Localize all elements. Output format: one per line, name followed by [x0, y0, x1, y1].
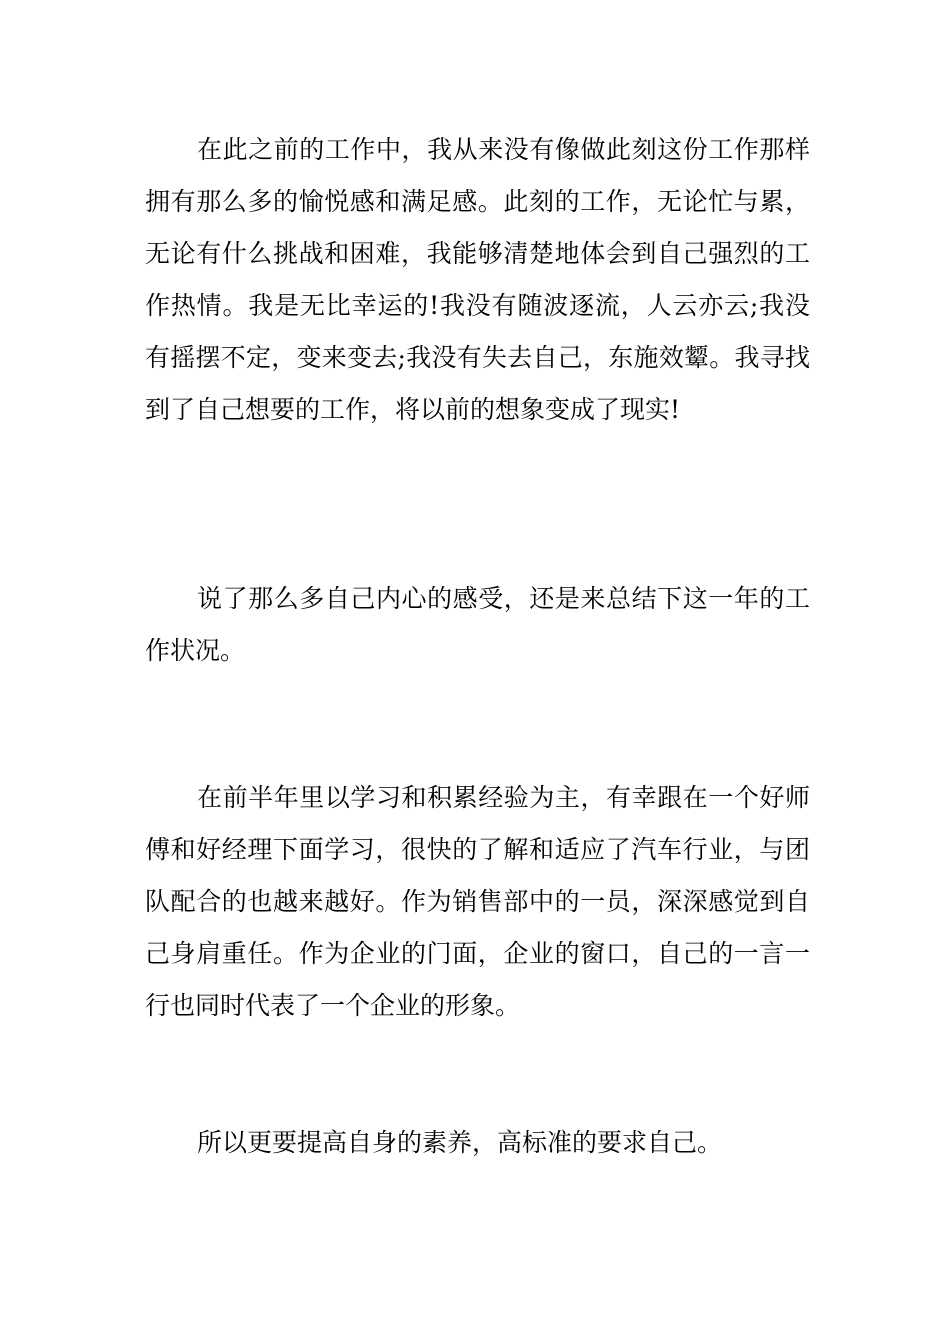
paragraph-self-improvement: 所以更要提高自身的素养，高标准的要求自己。	[197, 1128, 723, 1157]
paragraph-summary-intro: 说了那么多自己内心的感受，还是来总结下这一年的工作状况。	[145, 584, 810, 665]
paragraph-work-satisfaction: 在此之前的工作中，我从来没有像做此刻这份工作那样拥有那么多的愉悦感和满足感。此刻的工作，无论忙与累，无论有什么挑战和困难，我能够清楚地体会到自己强烈的工作热情。我是无比幸运的!我没有随波逐流，人云亦云;我没有摇摆不定，变来变去;我没有失去自己，东施效颦。我寻找到了自己想要的工作，将以前的想象变成了现实!	[145, 135, 810, 424]
paragraph-first-half-year: 在前半年里以学习和积累经验为主，有幸跟在一个好师傅和好经理下面学习，很快的了解和适应了汽车行业，与团队配合的也越来越好。作为销售部中的一员，深深感觉到自己身肩重任。作为企业的门面，企业的窗口，自己的一言一行也同时代表了一个企业的形象。	[145, 783, 810, 1020]
